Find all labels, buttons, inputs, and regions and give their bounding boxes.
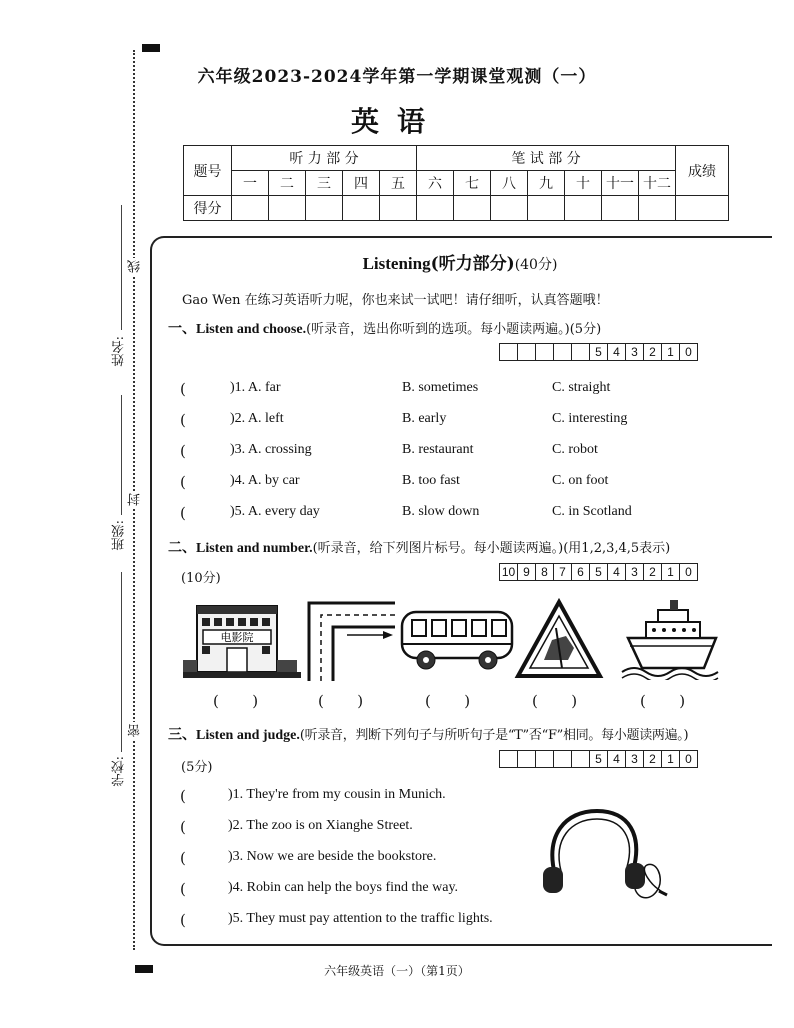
score-box[interactable]: [500, 344, 518, 360]
score-box[interactable]: 0: [685, 565, 692, 579]
picture1-answer[interactable]: ( ): [213, 692, 259, 710]
section3-title: 三、Listen and judge.: [168, 728, 300, 743]
score-box[interactable]: [536, 751, 554, 767]
score-box[interactable]: 9: [518, 564, 536, 580]
item-number-label: 题号: [184, 146, 232, 196]
section2-instruction: (听录音，给下列图片标号。每小题读两遍。)(用1,2,3,4,5表示): [312, 541, 671, 556]
s1-item1-a: )1. A. far: [230, 380, 281, 395]
score-box[interactable]: [518, 751, 536, 767]
s1-item5-a: )5. A. every day: [230, 504, 320, 519]
section2-score-boxes: [499, 563, 698, 581]
s1-item1-c: C. straight: [552, 380, 611, 395]
subject-title: 英语: [350, 105, 443, 138]
score-box[interactable]: 0: [685, 752, 692, 766]
answer-paren[interactable]: (: [180, 849, 186, 867]
score-cell[interactable]: [639, 196, 676, 221]
picture4-answer[interactable]: ( ): [532, 692, 578, 710]
section2-points: (10分): [181, 571, 221, 586]
score-box[interactable]: [554, 344, 572, 360]
answer-paren[interactable]: (: [180, 818, 186, 836]
score-box[interactable]: 4: [608, 751, 626, 767]
s3-item3: )3. Now we are beside the bookstore.: [228, 849, 437, 864]
section2-title: 二、Listen and number.: [168, 541, 313, 556]
answer-paren[interactable]: (: [180, 473, 186, 491]
seal-char-mi: 密: [128, 724, 143, 737]
item-col: 四: [343, 171, 380, 196]
score-box[interactable]: 6: [572, 564, 590, 580]
s1-item1-b: B. sometimes: [402, 380, 479, 395]
score-cell[interactable]: [565, 196, 602, 221]
section1-title: 一、Listen and choose.: [168, 322, 307, 337]
item-col: 七: [454, 171, 491, 196]
score-cell[interactable]: [454, 196, 491, 221]
section3-instruction: (听录音，判断下列句子与所听句子是“T”否“F”相同。每小题读两遍。): [299, 728, 689, 743]
section3-heading: [168, 724, 688, 744]
s1-item3-b: B. restaurant: [402, 442, 474, 457]
score-cell[interactable]: [528, 196, 565, 221]
score-cell[interactable]: [602, 196, 639, 221]
score-box[interactable]: 3: [626, 564, 644, 580]
name-label: 姓名:: [112, 336, 127, 367]
item-col: 十二: [639, 171, 676, 196]
score-cell[interactable]: [269, 196, 306, 221]
ship-picture: [620, 598, 720, 680]
score-box[interactable]: 4: [608, 344, 626, 360]
score-cell[interactable]: [417, 196, 454, 221]
picture3-answer[interactable]: ( ): [425, 692, 471, 710]
cinema-picture: [183, 600, 301, 680]
bus-picture: [398, 608, 516, 672]
score-box[interactable]: 5: [590, 564, 608, 580]
item-col: 六: [417, 171, 454, 196]
class-label: 班级:: [112, 520, 127, 551]
s1-item3-a: )3. A. crossing: [230, 442, 312, 457]
score-box[interactable]: [536, 344, 554, 360]
writing-group-label: 笔 试 部 分: [417, 146, 676, 171]
score-cell[interactable]: [380, 196, 417, 221]
picture5-answer[interactable]: ( ): [640, 692, 686, 710]
warning-sign-picture: [514, 598, 604, 680]
total-score-label: 成绩: [676, 146, 729, 196]
item-col: 十: [565, 171, 602, 196]
s3-item1: )1. They're from my cousin in Munich.: [228, 787, 446, 802]
score-box[interactable]: 5: [590, 344, 608, 360]
answer-paren[interactable]: (: [180, 880, 186, 898]
item-col: 二: [269, 171, 306, 196]
score-box[interactable]: [500, 751, 518, 767]
class-field[interactable]: [121, 395, 122, 515]
score-box[interactable]: 7: [554, 564, 572, 580]
listening-title-cn: (听力部分): [430, 254, 515, 274]
score-box[interactable]: [572, 344, 590, 360]
score-box[interactable]: [572, 751, 590, 767]
score-box[interactable]: 1: [662, 751, 680, 767]
item-col: 九: [528, 171, 565, 196]
listening-points: (40分): [514, 257, 558, 273]
picture2-answer[interactable]: ( ): [318, 692, 364, 710]
section1-score-boxes: [499, 343, 698, 361]
score-box[interactable]: [554, 751, 572, 767]
s1-item2-c: C. interesting: [552, 411, 628, 426]
section3-points: (5分): [181, 760, 213, 775]
s1-item2-a: )2. A. left: [230, 411, 284, 426]
listening-intro: Gao Wen 在练习英语听力呢，你也来试一试吧！请仔细听，认真答题哦！: [182, 293, 609, 308]
school-field[interactable]: [121, 572, 122, 752]
score-box[interactable]: 2: [644, 564, 662, 580]
item-col: 五: [380, 171, 417, 196]
score-cell[interactable]: [232, 196, 269, 221]
s1-item3-c: C. robot: [552, 442, 598, 457]
corner-mark-top: [142, 44, 160, 52]
section1-heading: [168, 318, 601, 338]
score-cell[interactable]: [306, 196, 343, 221]
exam-title: 六年级2023-2024学年第一学期课堂观测（一）: [197, 67, 597, 87]
score-box[interactable]: 8: [536, 564, 554, 580]
score-box[interactable]: 3: [626, 344, 644, 360]
section3-score-boxes: [499, 750, 698, 768]
s1-item5-c: C. in Scotland: [552, 504, 632, 519]
item-col: 三: [306, 171, 343, 196]
section1-instruction: (听录音，选出你听到的选项。每小题读两遍。)(5分): [306, 322, 602, 337]
score-box[interactable]: 4: [608, 564, 626, 580]
score-table: [183, 145, 729, 221]
school-label: 学校:: [112, 756, 127, 787]
listening-title-en: Listening: [362, 254, 431, 273]
s1-item2-b: B. early: [402, 411, 447, 426]
item-col: 一: [232, 171, 269, 196]
score-cell[interactable]: [491, 196, 528, 221]
answer-paren[interactable]: (: [180, 787, 186, 805]
listening-group-label: 听 力 部 分: [232, 146, 417, 171]
score-box[interactable]: 10: [500, 564, 518, 580]
answer-paren[interactable]: (: [180, 911, 186, 929]
score-box[interactable]: 0: [685, 345, 692, 359]
answer-paren[interactable]: (: [180, 504, 186, 522]
score-row-label: 得分: [184, 196, 232, 221]
score-box[interactable]: 2: [644, 751, 662, 767]
score-box[interactable]: 2: [644, 344, 662, 360]
s3-item4: )4. Robin can help the boys find the way.: [228, 880, 459, 895]
answer-paren[interactable]: (: [180, 411, 186, 429]
listening-heading: [0, 249, 794, 274]
s3-item2: )2. The zoo is on Xianghe Street.: [228, 818, 413, 833]
item-col: 八: [491, 171, 528, 196]
s1-item4-c: C. on foot: [552, 473, 609, 488]
score-box[interactable]: 3: [626, 751, 644, 767]
s1-item5-b: B. slow down: [402, 504, 480, 519]
score-box[interactable]: [518, 344, 536, 360]
answer-paren[interactable]: (: [180, 442, 186, 460]
headphones-icon: [535, 805, 670, 905]
cinema-sign-text: 电影院: [220, 631, 254, 644]
score-box[interactable]: 5: [590, 751, 608, 767]
score-cell[interactable]: [343, 196, 380, 221]
s1-item4-a: )4. A. by car: [230, 473, 300, 488]
score-box[interactable]: 1: [662, 344, 680, 360]
score-box[interactable]: 1: [662, 564, 680, 580]
s1-item4-b: B. too fast: [402, 473, 460, 488]
seal-char-feng: 封: [128, 493, 143, 506]
turn-road-picture: [307, 601, 397, 681]
page-footer: 六年级英语（一）（第1页）: [324, 964, 470, 978]
item-col: 十一: [602, 171, 639, 196]
answer-paren[interactable]: (: [180, 380, 186, 398]
section2-heading: [168, 537, 670, 557]
total-score-cell[interactable]: [676, 196, 729, 221]
seal-char-line: 线: [128, 260, 143, 273]
s3-item5: )5. They must pay attention to the traffic lights.: [228, 911, 493, 926]
